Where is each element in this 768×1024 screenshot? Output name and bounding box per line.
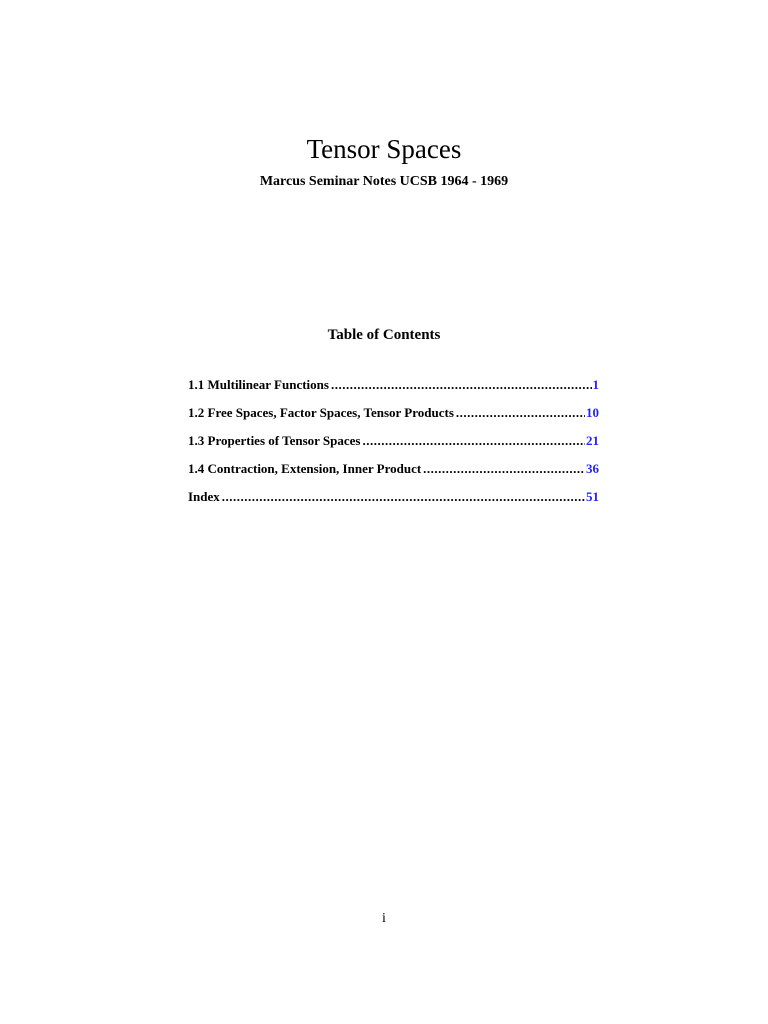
table-of-contents [188,376,599,516]
toc-dot-leader [363,432,586,450]
page-number: i [382,911,386,926]
toc-dot-leader [423,460,585,478]
toc-dot-leader [331,376,592,394]
toc-page-link[interactable]: 1 [592,377,599,392]
toc-entry-label: 1.1 Multilinear Functions [188,377,329,392]
toc-entry-properties-tensor-spaces[interactable] [188,432,599,460]
toc-entry-label: Index [188,489,220,504]
toc-entry-label: 1.3 Properties of Tensor Spaces [188,433,361,448]
toc-page-link[interactable]: 36 [586,461,599,476]
toc-heading: Table of Contents [327,327,441,343]
toc-dot-leader [456,404,585,422]
document-subtitle: Marcus Seminar Notes UCSB 1964 - 1969 [259,174,509,189]
toc-page-link[interactable]: 21 [586,433,599,448]
toc-entry-index[interactable] [188,488,599,516]
document-title: Tensor Spaces [306,134,462,164]
toc-dot-leader [222,488,585,506]
toc-entry-free-spaces[interactable] [188,404,599,432]
toc-entry-contraction[interactable] [188,460,599,488]
toc-entry-label: 1.4 Contraction, Extension, Inner Product [188,461,422,476]
toc-entry-label: 1.2 Free Spaces, Factor Spaces, Tensor Products [188,405,454,420]
toc-page-link[interactable]: 51 [586,489,599,504]
toc-page-link[interactable]: 10 [586,405,599,420]
toc-entry-multilinear-functions[interactable] [188,376,599,404]
